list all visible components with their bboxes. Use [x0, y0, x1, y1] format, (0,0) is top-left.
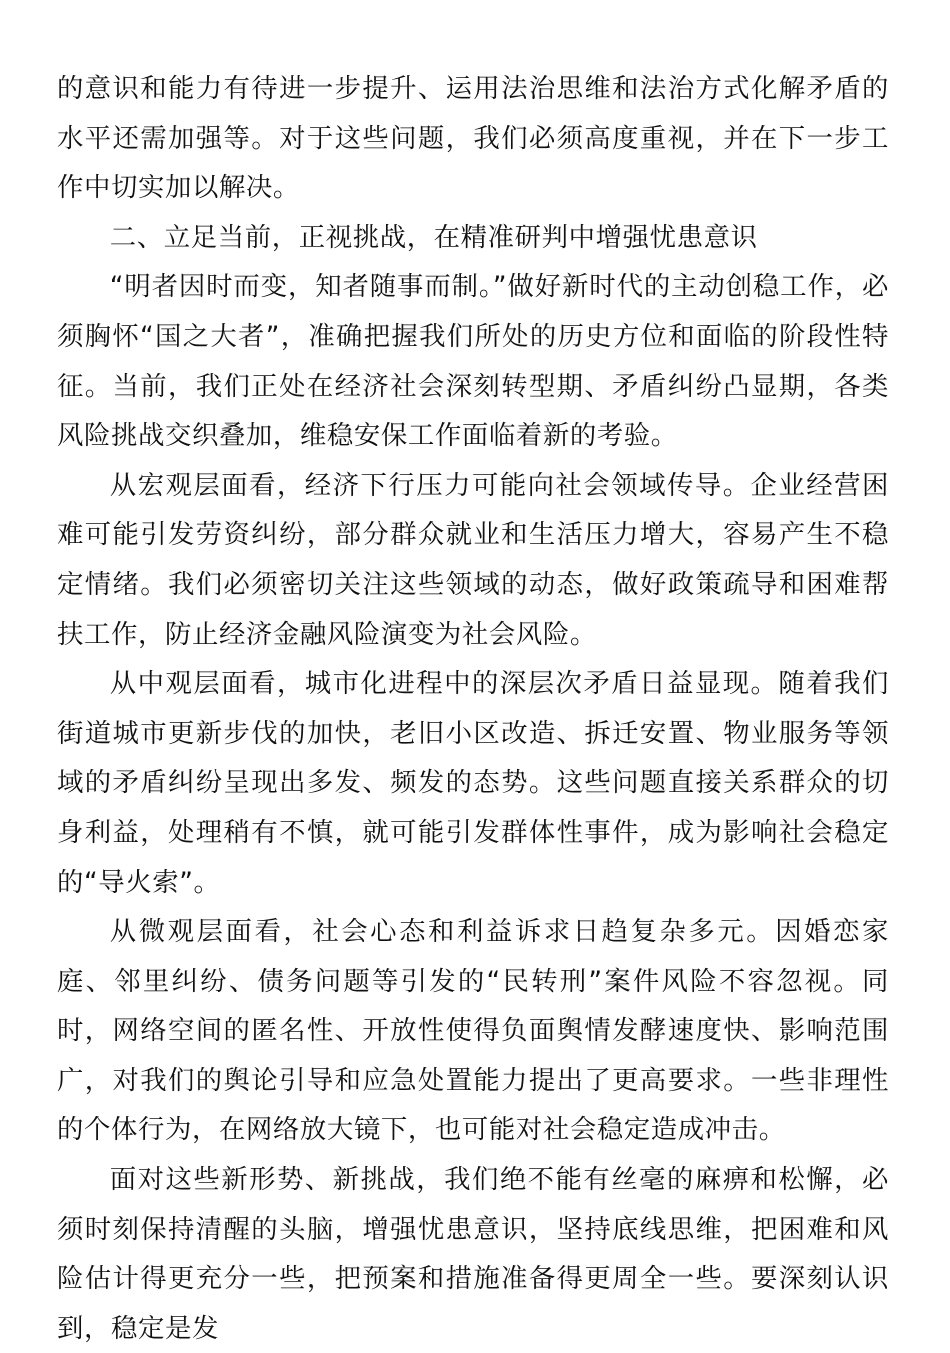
section-heading: 二、立足当前，正视挑战，在精准研判中增强忧患意识 — [109, 221, 758, 253]
body-paragraph: 面对这些新形势、新挑战，我们绝不能有丝毫的麻痹和松懈，必须时刻保持清醒的头脑，增强忧患意识，坚持底线思维，把困难和风险估计得更充分一些，把预案和措施准备得更周全一些。要深刻认识到，稳定是发 — [57, 1164, 889, 1344]
intro-continuation-paragraph: 的意识和能力有待进一步提升、运用法治思维和法治方式化解矛盾的水平还需加强等。对于这些问题，我们必须高度重视，并在下一步工作中切实加以解决。 — [57, 73, 889, 204]
body-paragraph: 从宏观层面看，经济下行压力可能向社会领域传导。企业经营困难可能引发劳资纠纷，部分群众就业和生活压力增大，容易产生不稳定情绪。我们必须密切关注这些领域的动态，做好政策疏导和困难帮扶工作，防止经济金融风险演变为社会风险。 — [57, 469, 889, 650]
body-paragraph: 从微观层面看，社会心态和利益诉求日趋复杂多元。因婚恋家庭、邻里纠纷、债务问题等引发的“民转刑”案件风险不容忽视。同时，网络空间的匿名性、开放性使得负面舆情发酵速度快、影响范围广，对我们的舆论引导和应急处置能力提出了更高要求。一些非理性的个体行为，在网络放大镜下，也可能对社会稳定造成冲击。 — [57, 916, 889, 1146]
body-paragraph: 从中观层面看，城市化进程中的深层次矛盾日益显现。随着我们街道城市更新步伐的加快，老旧小区改造、拆迁安置、物业服务等领域的矛盾纠纷呈现出多发、频发的态势。这些问题直接关系群众的切身利益，处理稍有不慎，就可能引发群体性事件，成为影响社会稳定的“导火索”。 — [57, 668, 889, 898]
document-page — [57, 64, 889, 1353]
body-paragraph: “明者因时而变，知者随事而制。”做好新时代的主动创稳工作，必须胸怀“国之大者”，准确把握我们所处的历史方位和面临的阶段性特征。当前，我们正处在经济社会深刻转型期、矛盾纠纷凸显期，各类风险挑战交织叠加，维稳安保工作面临着新的考验。 — [57, 271, 889, 452]
